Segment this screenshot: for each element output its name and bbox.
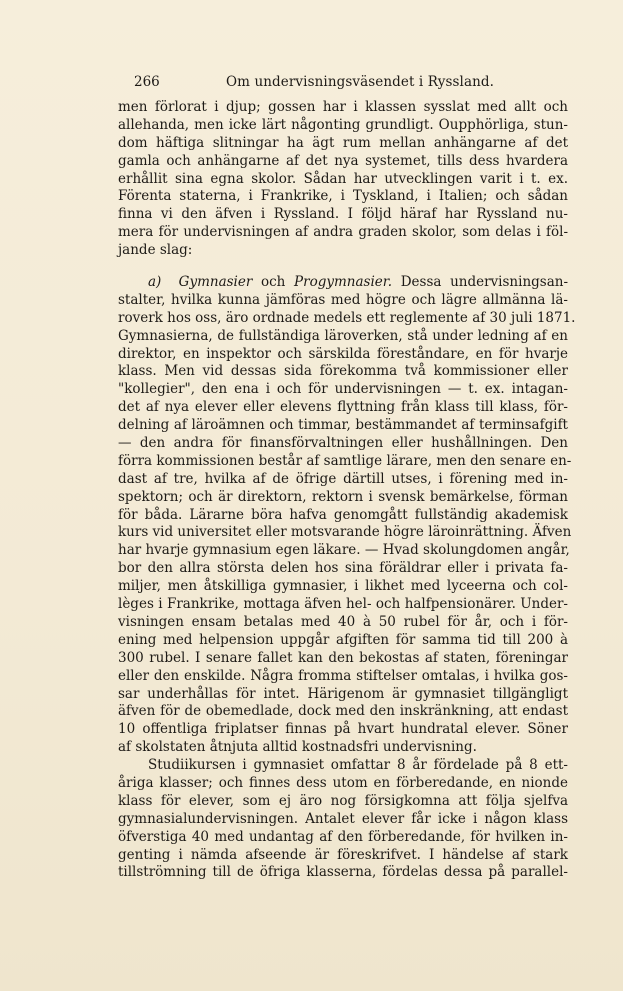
- text-line: genting i nämda afseende är föreskrifvet. I händelse af stark: [118, 846, 568, 863]
- text-line: 300 rubel. I senare fallet kan den bekostas af staten, föreningar: [118, 649, 568, 666]
- text-line: för båda. Lärarne böra hafva genomgått fullständig akademisk: [118, 506, 568, 523]
- text-line: miljer, men åtskilliga gymnasier, i likhet med lyceerna och col-: [118, 578, 568, 595]
- text-line: allehanda, men icke lärt någonting grundligt. Oupphörliga, stun-: [118, 116, 568, 133]
- text-line: har hvarje gymnasium egen läkare. — Hvad skolungdomen angår,: [118, 542, 570, 559]
- conjunction: och: [260, 274, 286, 291]
- text-line: kurs vid universitet eller motsvarande högre läroinrättning. Äfven: [118, 524, 572, 541]
- text-line: delning af läroämnen och timmar, bestämmandet af terminsafgift: [118, 417, 568, 434]
- section-a: [118, 274, 576, 757]
- paragraph-studiikursen: [118, 757, 568, 882]
- text-line: "kollegier", den ena i och för undervisningen — t. ex. intagan-: [118, 381, 568, 398]
- text-line: gymnasialundervisningen. Antalet elever får icke i någon klass: [118, 810, 568, 827]
- text-line: lèges i Frankrike, mottaga äfven hel- och halfpensionärer. Under-: [118, 596, 568, 613]
- running-header: [118, 73, 568, 91]
- term-gymnasier: Gymnasier: [178, 274, 253, 291]
- text-line: roverk hos oss, äro ordnade medels ett reglemente af 30 juli 1871.: [118, 309, 576, 326]
- text-line: eller den enskilde. Några fromma stiftelser omtalas, i hvilka gos-: [118, 667, 568, 684]
- term-progymnasier: Progymnasier.: [294, 274, 393, 291]
- paragraph-continuation: [118, 99, 568, 260]
- section-a-heading-line: [118, 274, 568, 292]
- text-line: sar underhållas för intet. Härigenom är gymnasiet tillgängligt: [118, 685, 568, 702]
- text-line: mera för undervisningen af andra graden skolor, som delas i föl-: [118, 224, 568, 241]
- text-line: af skolstaten åtnjuta alltid kostnadsfri undervisning.: [118, 739, 477, 756]
- text-line: men förlorat i djup; gossen har i klassen sysslat med allt och: [118, 99, 568, 115]
- text-line: 10 offentliga friplatser finnas på hvart hundratal elever. Söner: [118, 721, 568, 738]
- text-line: klass för elever, som ej äro nog försigkomna att följa sjelfva: [118, 792, 568, 809]
- text-line: finna vi den äfven i Ryssland. I följd häraf har Ryssland nu-: [118, 206, 568, 223]
- text-line: äfven för de obemedlade, dock med den inskränkning, att endast: [118, 703, 568, 720]
- text-line: åriga klasser; och finnes dess utom en förberedande, en nionde: [118, 774, 568, 791]
- text-line: jande slag:: [118, 242, 193, 259]
- text-line: bor den allra största delen hos sina föräldrar eller i privata fa-: [118, 560, 568, 577]
- text-line: gamla och anhängarne af det nya systemet, tills dess hvardera: [118, 152, 568, 169]
- text-line: det af nya elever eller elevens flyttning från klass till klass, för-: [118, 399, 568, 416]
- text-line: spektorn; och är direktorn, rektorn i svensk bemärkelse, förman: [118, 488, 568, 505]
- page-number: 266: [134, 74, 160, 90]
- page-body: [118, 99, 576, 882]
- text-line: Studiikursen i gymnasiet omfattar 8 år fördelade på 8 ett-: [148, 757, 568, 774]
- text-line: dom häftiga slitningar ha ägt rum mellan anhängarne af det: [118, 134, 568, 151]
- text-line: förra kommissionen består af samtlige lärare, men den senare en-: [118, 452, 572, 469]
- text-line: dast af tre, hvilka af de öfrige därtill utses, i förening med in-: [118, 470, 568, 487]
- text-line: direktor, en inspektor och särskilda föreståndare, en för hvarje: [118, 345, 568, 362]
- text-line: erhållit sina egna skolor. Sådan har utvecklingen varit i t. ex.: [118, 170, 568, 187]
- text-line: tillströmning till de öfriga klasserna, fördelas dessa på parallel-: [118, 864, 568, 881]
- section-marker: a): [148, 274, 162, 291]
- text-line: — den andra för finansförvaltningen eller hushållningen. Den: [118, 435, 568, 452]
- text-line: öfverstiga 40 med undantag af den förberedande, för hvilken in-: [118, 828, 568, 845]
- text-line: Gymnasierna, de fullständiga läroverken, stå under ledning af en: [118, 327, 568, 344]
- text-line: ening med helpension uppgår afgiften för samma tid till 200 à: [118, 631, 568, 648]
- text-line: Förenta staterna, i Frankrike, i Tyskland, i Italien; och sådan: [118, 188, 568, 205]
- text-line: visningen ensam betalas med 40 à 50 rubel för år, och i för-: [118, 613, 568, 630]
- running-title: Om undervisningsväsendet i Ryssland.: [226, 74, 495, 90]
- text-line: klass. Men vid dessas sida förekomma två kommissioner eller: [118, 363, 568, 380]
- heading-line-rest: Dessa undervisningsan-: [400, 274, 569, 291]
- text-line: stalter, hvilka kunna jämföras med högre och lägre allmänna lä-: [118, 291, 568, 308]
